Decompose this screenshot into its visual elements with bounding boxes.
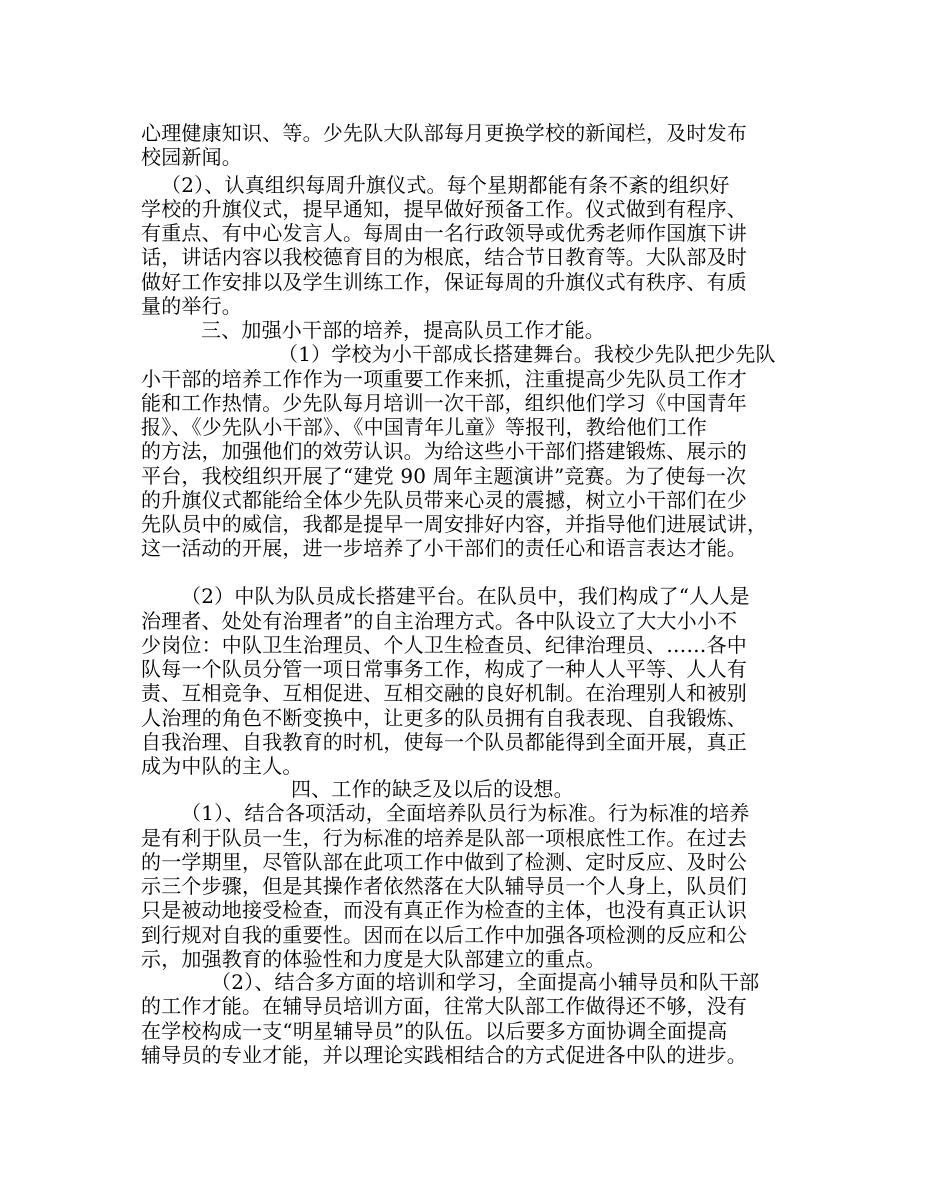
text-line: （2）、结合多方面的培训和学习，全面提高小辅导员和队干部: [211, 970, 760, 994]
text-line: 学校的升旗仪式，提早通知，提早做好预备工作。仪式做到有程序、: [141, 197, 747, 221]
text-line: 校园新闻。: [141, 145, 242, 169]
text-line: 成为中队的主人。: [141, 754, 303, 778]
text-line: 的升旗仪式都能给全体少先队员带来心灵的震撼，树立小干部们在少: [141, 488, 747, 512]
text-line: 心理健康知识、等。少先队大队部每月更换学校的新闻栏，及时发布: [141, 121, 747, 145]
text-line: 的方法，加强他们的效劳认识。为给这些小干部们搭建锻炼、展示的: [141, 439, 747, 463]
text-line: 在学校构成一支“明星辅导员”的队伍。以后要多方面协调全面提高: [141, 1019, 728, 1043]
text-line: 到行规对自我的重要性。因而在以后工作中加强各项检测的反应和公: [141, 923, 747, 947]
text-line: 辅导员的专业才能，并以理论实践相结合的方式促进各中队的进步。: [141, 1043, 747, 1067]
text-line: 的一学期里，尽管队部在此项工作中做到了检测、定时反应、及时公: [141, 850, 747, 874]
text-line: 先队员中的威信，我都是提早一周安排好内容，并指导他们进展试讲，: [141, 512, 768, 536]
text-line: 自我治理、自我教育的时机，使每一个队员都能得到全面开展，真正: [141, 730, 747, 754]
text-line: （2）中队为队员成长搭建平台。在队员中，我们构成了“人人是: [181, 584, 750, 608]
text-line: 小干部的培养工作作为一项重要工作来抓，注重提高少先队员工作才: [141, 367, 747, 391]
text-line: （2）、认真组织每周升旗仪式。每个星期都能有条不紊的组织好: [161, 173, 730, 197]
text-line: 平台，我校组织开展了“建党 90 周年主题演讲”竞赛。为了使每一次: [141, 464, 747, 488]
text-line: （1）学校为小干部成长搭建舞台。我校少先队把少先队: [278, 342, 776, 366]
text-line: 话，讲话内容以我校德育目的为根底，结合节日教育等。大队部及时: [141, 245, 747, 269]
text-line: 是有利于队员一生，行为标准的培养是队部一项根底性工作。在过去: [141, 826, 747, 850]
section-heading: 三、加强小干部的培养，提高队员工作才能。: [201, 318, 605, 342]
section-heading: 四、工作的缺乏及以后的设想。: [291, 777, 574, 801]
text-line: 有重点、有中心发言人。每周由一名行政领导或优秀老师作国旗下讲: [141, 221, 747, 245]
text-line: 只是被动地接受检查，而没有真正作为检查的主体，也没有真正认识: [141, 898, 747, 922]
text-line: 示，加强教育的体验性和力度是大队部建立的重点。: [141, 947, 606, 971]
text-line: 量的举行。: [141, 294, 242, 318]
text-line: 责、互相竞争、互相促进、互相交融的良好机制。在治理别人和被别: [141, 681, 747, 705]
text-line: 做好工作安排以及学生训练工作，保证每周的升旗仪式有秩序、有质: [141, 270, 747, 294]
text-line: 人治理的角色不断变换中，让更多的队员拥有自我表现、自我锻炼、: [141, 706, 747, 730]
text-line: 报》、《少先队小干部》、《中国青年儿童》等报刊，教给他们工作: [141, 415, 707, 439]
text-line: 能和工作热情。少先队每月培训一次干部，组织他们学习《中国青年: [141, 391, 747, 415]
text-line: 这一活动的开展，进一步培养了小干部们的责任心和语言表达才能。: [141, 536, 747, 560]
text-line: 少岗位：中队卫生治理员、个人卫生检查员、纪律治理员、……各中: [141, 633, 747, 657]
text-line: 示三个步骤，但是其操作者依然落在大队辅导员一个人身上，队员们: [141, 874, 747, 898]
text-line: 队每一个队员分管一项日常事务工作，构成了一种人人平等、人人有: [141, 657, 747, 681]
text-line: 的工作才能。在辅导员培训方面，往常大队部工作做得还不够，没有: [141, 994, 747, 1018]
text-line: 治理者、处处有治理者”的自主治理方式。各中队设立了大大小小不: [141, 609, 738, 633]
text-line: （1）、结合各项活动，全面培养队员行为标准。行为标准的培养: [181, 801, 750, 825]
